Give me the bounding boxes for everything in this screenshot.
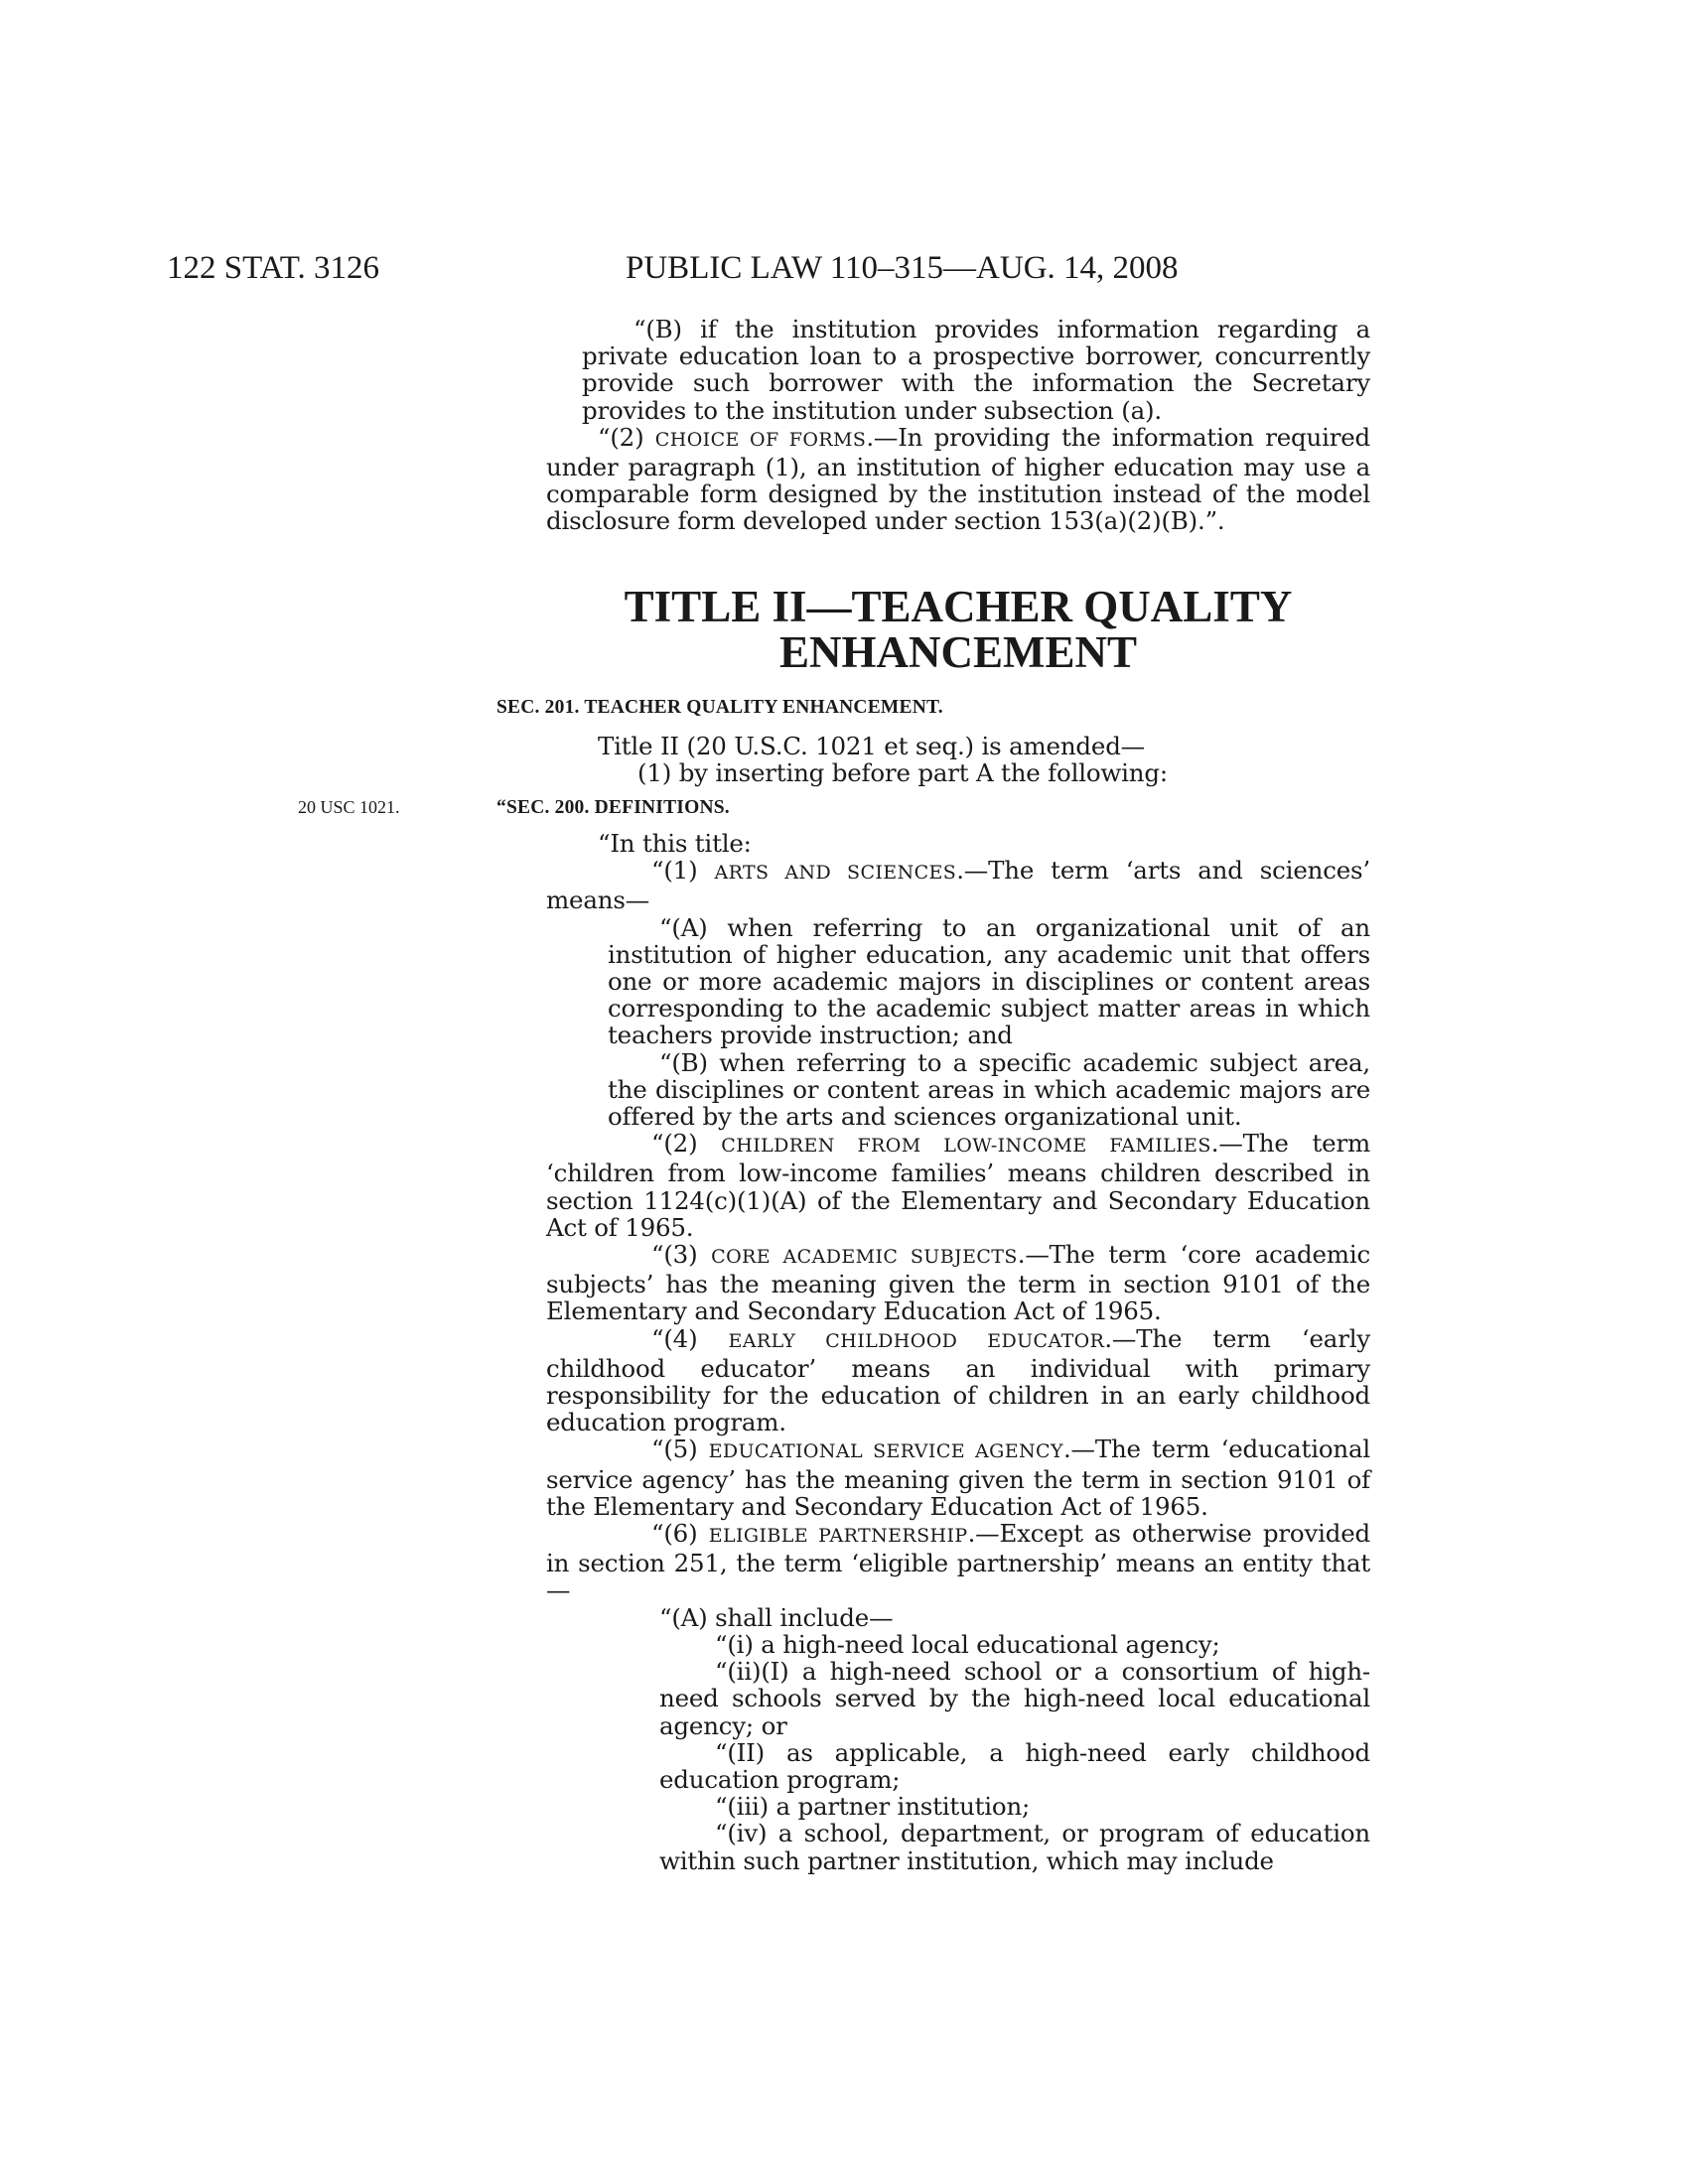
definition-6 [546, 1520, 1370, 1604]
clause-iv: “(iv) a school, department, or program of education within such partner institution, which may include [659, 1819, 1370, 1875]
def-text: .—The term ‘educational service agency’ has the meaning given the term in section 9101 of the Elementary and Secondary Education Act of 1965. [546, 1434, 1371, 1521]
def-number: “(3) [651, 1240, 712, 1270]
page-stat-reference: 122 STAT. 3126 [167, 250, 380, 286]
section-201-heading: SEC. 201. TEACHER QUALITY ENHANCEMENT. [496, 697, 943, 718]
def-number: “(6) [651, 1519, 709, 1549]
def-number: “(2) [651, 1129, 722, 1159]
definition-3 [546, 1241, 1370, 1325]
definition-1 [546, 857, 1370, 913]
title-heading [546, 584, 1370, 675]
sec201-line-1: Title II (20 U.S.C. 1021 et seq.) is amended— [598, 732, 1145, 760]
def-heading: CORE ACADEMIC SUBJECTS [711, 1246, 1018, 1269]
para-number: “(2) [598, 422, 655, 452]
clause-ii-I: “(ii)(I) a high-need school or a consortium of high-need schools served by the high-need local educational agency; or [659, 1657, 1370, 1740]
definition-5 [546, 1435, 1370, 1520]
para-heading: CHOICE OF FORMS [654, 428, 867, 451]
def-heading: ARTS AND SCIENCES [714, 862, 957, 885]
clause-ii-II: “(II) as applicable, a high-need early childhood education program; [659, 1737, 1370, 1794]
para-text: .—In providing the information required under paragraph (1), an institution of higher education may use a comparable form designed by the institution instead of the model disclosure form developed under section 153(a)(2)(B).”. [546, 422, 1370, 536]
sub-a-shall-include: “(A) shall include— [659, 1602, 894, 1632]
para-choice-of-forms [546, 424, 1370, 535]
definition-1-sub-a: “(A) when referring to an organizational unit of an institution of higher education, any academic unit that offers one or more academic majors in disciplines or content areas corresponding to the academic subject matter areas in which teachers provide instruction; and [608, 912, 1370, 1050]
definition-1-sub-b: “(B) when referring to a specific academic subject area, the disciplines or content areas in which academic majors are offered by the arts and sciences organizational unit. [608, 1047, 1370, 1132]
def-heading: CHILDREN FROM LOW-INCOME FAMILIES [721, 1135, 1211, 1158]
intro-block [546, 316, 1370, 535]
def-heading: EARLY CHILDHOOD EDUCATOR [728, 1329, 1105, 1352]
def-text: .—The term ‘early childhood educator’ means an individual with primary responsibility for the education of children in an early childhood education program. [546, 1323, 1370, 1437]
running-header: PUBLIC LAW 110–315—AUG. 14, 2008 [626, 250, 1179, 286]
def-text: .—The term ‘arts and sciences’ means— [546, 856, 1370, 915]
title-line-1: TITLE II—TEACHER QUALITY [624, 582, 1293, 631]
def-number: “(1) [651, 856, 715, 886]
def-heading: EDUCATIONAL SERVICE AGENCY [708, 1440, 1063, 1463]
title-line-2: ENHANCEMENT [778, 627, 1138, 677]
definitions-body [546, 830, 1370, 1874]
para-b: “(B) if the institution provides information regarding a private education loan to a prospective borrower, concurrently provide such borrower with the information the Secretary provides to the institution under subsection (a). [582, 315, 1370, 425]
def-text: .—The term ‘core academic subjects’ has the meaning given the term in section 9101 of the Elementary and Secondary Education Act of 1965. [546, 1240, 1370, 1326]
margin-citation: 20 USC 1021. [298, 797, 400, 817]
def-text: .—Except as otherwise provided in section 251, the term ‘eligible partnership’ means an entity that— [546, 1519, 1370, 1605]
def-number: “(5) [651, 1434, 709, 1464]
sec201-line-2: (1) by inserting before part A the following: [637, 758, 1168, 788]
section-200-heading: “SEC. 200. DEFINITIONS. [496, 797, 730, 818]
def-text: .—The term ‘children from low-income families’ means children described in section 1124(c)(1)(A) of the Elementary and Secondary Education Act of 1965. [546, 1129, 1370, 1242]
definitions-intro: “In this title: [598, 829, 752, 858]
definition-2 [546, 1130, 1370, 1241]
definition-4 [546, 1325, 1370, 1436]
clause-iii: “(iii) a partner institution; [715, 1792, 1031, 1822]
def-heading: ELIGIBLE PARTNERSHIP [708, 1525, 968, 1548]
def-number: “(4) [651, 1323, 729, 1353]
clause-i: “(i) a high-need local educational agency; [715, 1629, 1220, 1659]
section-201-body [546, 733, 1370, 786]
